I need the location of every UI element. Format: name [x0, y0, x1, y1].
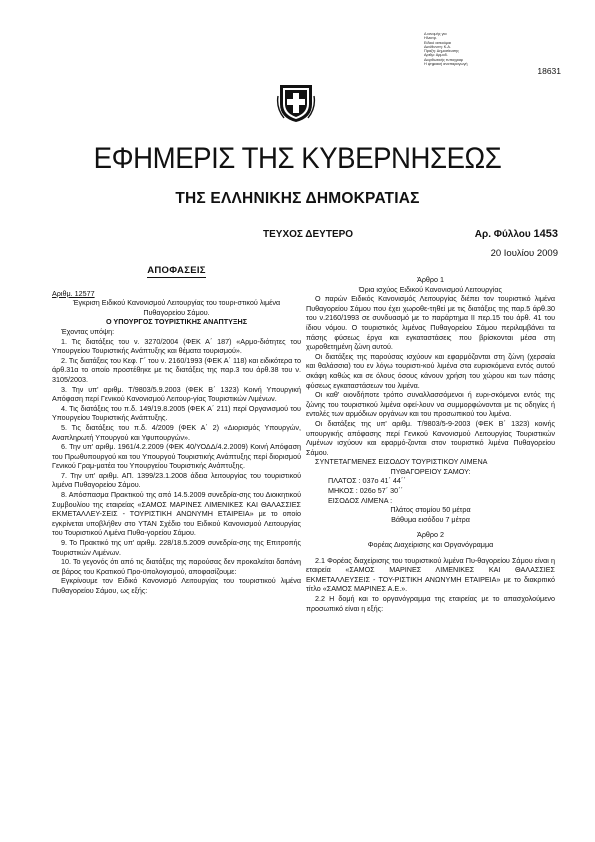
- considering-item: 10. Το γεγονός ότι από τις διατάξεις της παρούσας δεν προκαλείται δαπάνη σε βάρος του Κρατικού Προ-ϋπολογισμού, αποφασίζουμε:: [52, 557, 301, 576]
- gazette-title: ΕΦΗΜΕΡΙΣ ΤΗΣ ΚΥΒΕΡΝΗΣΕΩΣ: [93, 142, 502, 175]
- sheet-number: [475, 228, 558, 240]
- entrance-width: Πλάτος στομίου 50 μέτρα: [390, 505, 471, 515]
- considering-item: 3. Την υπ' αριθμ. Τ/9803/5.9.2003 (ΦΕΚ Β΄ 1323) Κοινή Υπουργική Απόφαση περί Γενικού Κανονισμού Λειτουρ-γίας Τουριστικών Λιμένων.: [52, 384, 301, 404]
- considering-item: 5. Τις διατάξεις του π.δ. 4/2009 (ΦΕΚ Α΄ 2) «Διορισμός Υπουργών, Αναπληρωτή Υπουργού και Υφυπουργών».: [52, 422, 301, 442]
- article-2-paragraph: 2.2 Η δομή και το οργανόγραμμα της εταιρείας με το απασχολούμενο προσωπικό είναι η εξής:: [306, 594, 555, 613]
- issue-date: 20 Ιουλίου 2009: [490, 248, 558, 259]
- article-1-paragraph: Οι διατάξεις της υπ' αριθμ. Τ/9803/5-9-2003 (ΦΕΚ Β΄ 1323) κοινής υπουργικής απόφασης περί Γενικού Κανονισμού Λειτουργίας Τουριστικών Λιμένων ισχύουν και εφαρμό-ζονται στον τουριστικό λιμένα Πυθαγορείου Σάμου.: [306, 418, 555, 457]
- gazette-subtitle: ΤΗΣ ΕΛΛΗΝΙΚΗΣ ΔΗΜΟΚΡΑΤΙΑΣ: [175, 190, 420, 207]
- stamp-line: Ηλεκτρ.: [424, 36, 437, 41]
- stamp-line: Δ ιανομής για: [424, 32, 447, 36]
- page-number: 18631: [537, 66, 561, 76]
- considering-item: 1. Τις διατάξεις του ν. 3270/2004 (ΦΕΚ Α΄ 187) «Αρμο-διότητες του Υπουργείου Τουριστικής Ανάπτυξης και θέματα τουρισμού».: [52, 336, 301, 356]
- considering-item: 8. Απόσπασμα Πρακτικού της από 14.5.2009 συνεδρία-σης του Διοικητικού Συμβουλίου της εταιρείας «ΣΑΜΟΣ ΜΑΡΙΝΕΣ ΛΙΜΕΝΙΚΕΣ ΚΑΙ ΘΑΛΑΣΣΙΕΣ ΕΚΜΕΤΑΛΛΕΥ-ΣΕΙΣ - ΤΟΥΡΙΣΤΙΚΗ ΑΝΩΝΥΜΗ ΕΤΑΙΡΕΙΑ» με το οποίο εγκρίνεται υποβλήθεν στο ΥΤΑΝ Σχέδιο του Ειδικού Κανονισμού Λειτουργίας του Τουριστικού Λιμένα Πυθα-γορείου Σάμου.: [52, 490, 301, 538]
- coordinate-line: ΠΛΑΤΟΣ : 037ο 41΄ 44΄΄: [328, 476, 406, 486]
- considering-item: 9. Το Πρακτικό της υπ' αριθμ. 228/18.5.2009 συνεδρία-σης της Επιτροπής Τουριστικών Λιμένων.: [52, 538, 301, 557]
- entrance-depth: Βάθυμα εισόδου 7 μέτρα: [391, 514, 470, 524]
- article-2-subtitle: Φορέας Διαχείρισης και Οργανόγραμμα: [367, 540, 494, 550]
- greek-coat-of-arms-icon: [276, 82, 316, 124]
- article-2-paragraph: 2.1 Φορέας διαχείρισης του τουριστικού λιμένα Πυ-θαγορείου Σάμου είναι η εταιρεία «ΣΑΜΟΣ ΜΑΡΙΝΕΣ ΛΙΜΕΝΙΚΕΣ ΚΑΙ ΘΑΛΑΣΣΙΕΣ ΕΚΜΕΤΑΛΛΕΥΣΕΙΣ - ΤΟΥ-ΡΙΣΤΙΚΗ ΑΝΩΝΥΜΗ ΕΤΑΙΡΕΙΑ» με το διακριτικό τίτλο «ΣΑΜΟΣ ΜΑΡΙΝΕΣ Α.Ε.».: [306, 555, 555, 594]
- authority-heading: Ο ΥΠΟΥΡΓΟΣ ΤΟΥΡΙΣΤΙΚΗΣ ΑΝΑΠΤΥΞΗΣ: [105, 317, 248, 327]
- right-column: [306, 275, 555, 613]
- coordinate-line: ΜΗΚΟΣ : 026ο 57΄ 30΄΄: [328, 486, 403, 496]
- issue-label: ΤΕΥΧΟΣ ΔΕΥΤΕΡΟ: [263, 229, 354, 240]
- sheet-label: Αρ. Φύλλου: [474, 229, 531, 240]
- considering-item: 2. Τις διατάξεις του Κεφ. Γ΄ του ν. 2160/1993 (ΦΕΚ Α΄ 118) και ειδικότερα το άρθ.31α το οποίο προστέθηκε με τις διατάξεις της παρ.3 του άρθ.38 του ν. 3105/2003.: [52, 355, 301, 384]
- considering-item: 6. Την υπ' αριθμ. 1961/4.2.2009 (ΦΕΚ 40/ΥΟΔΔ/4.2.2009) Κοινή Απόφαση του Πρωθυπουργού και του Υπουργού Τουριστικής Ανάπτυξης περί διορισμού Γενικού Γραμ-ματέα του Υπουργείου Τουριστικής Ανάπτυξης.: [52, 442, 301, 471]
- sheet-number-value: 1453: [533, 228, 558, 240]
- considering-line: Έχοντας υπόψη:: [61, 326, 115, 336]
- article-1-paragraph: Οι καθ' οιονδήποτε τρόπο συναλλασσόμενοι ή ευρι-σκόμενοι εντός της ζώνης του τουριστικού λιμένα οφεί-λουν να συμμορφώνονται με τις οδηγίες ή εντολές των αρμόδιων οργάνων και του προσωπικού του λιμένα.: [306, 390, 555, 419]
- stamp-line: Διεύθυνση: Κ.Α.: [424, 44, 451, 49]
- coordinates-heading: ΣΥΝΤΕΤΑΓΜΕΝΕΣ ΕΙΣΟΔΟΥ ΤΟΥΡΙΣΤΙΚΟΥ ΛΙΜΕΝΑ: [315, 457, 488, 467]
- section-heading: ΑΠΟΦΑΣΕΙΣ: [147, 265, 206, 276]
- stamp-line: Διορθωτικής τυπογραφ: [424, 57, 463, 62]
- considering-item: 7. Την υπ' αριθμ. ΑΠ. 1399/23.1.2008 άδεια λειτουργίας του τουριστικού λιμένα Πυθαγορείου Σάμου.: [52, 470, 301, 490]
- distribution-stamp: [424, 32, 502, 66]
- considering-item: 4. Τις διατάξεις του π.δ. 149/19.8.2005 (ΦΕΚ Α΄ 211) περί Οργανισμού του Υπουργείου Τουριστικής Ανάπτυξης.: [52, 403, 301, 423]
- article-1-subtitle: Όρια ισχύος Ειδικού Κανονισμού Λειτουργίας: [359, 284, 502, 294]
- decision-number: Αριθμ. 12577: [52, 288, 95, 298]
- article-1-title: Άρθρο 1: [417, 275, 444, 284]
- left-column: [52, 266, 301, 596]
- stamp-line: Η ψηφιακή αναπαραγωγή: [424, 62, 468, 67]
- coordinate-line: ΕΙΣΟΔΟΣ ΛΙΜΕΝΑ :: [328, 495, 393, 505]
- article-1-paragraph: Ο παρών Ειδικός Κανονισμός Λειτουργίας διέπει τον τουριστικό λιμένα Πυθαγορείου Σάμου που έχει χωροθε-τηθεί με τις διατάξεις της παρ.5 άρθ.30 του ν.2160/1993 σε συνδυασμό με το παράρτημα ΙΙ περ.15 του άρθ. 41 του ίδιου νόμου. Ο τουριστικός λιμένας Πυθαγορείου Σάμου περιλαμβάνει τα πάσης φύσεως έργα και εγκαταστάσεις που βρίσκονται μέσα στη χωροθετημένη ζώνη αυτού.: [306, 294, 555, 352]
- article-1-paragraph: Οι διατάξεις της παρούσας ισχύουν και εφαρμόζονται στη ζώνη (χερσαία και θαλάσσια) του εν λόγω τουριστι-κού λιμένα στα ευρισκόμενα εντός αυτού σκάφη καθώς και σε όλους όσους κάνουν χρήση του χώρου και των πάσης φύσεως εγκαταστάσεων του λιμένα.: [306, 351, 555, 390]
- decision-title: Έγκριση Ειδικού Κανονισμού Λειτουργίας του τουρι-στικού λιμένα Πυθαγορείου Σάμου.: [72, 298, 281, 317]
- approval-statement: Εγκρίνουμε τον Ειδικό Κανονισμό Λειτουργίας του τουριστικού λιμένα Πυθαγορείου Σάμου, ως εξής:: [52, 576, 301, 595]
- article-2-title: Άρθρο 2: [417, 530, 444, 540]
- stamp-line: Πραξη: Δημοσίευσης: [424, 49, 459, 54]
- coordinates-heading-2: ΠΥΘΑΓΟΡΕΙΟΥ ΣΑΜΟΥ:: [390, 466, 471, 476]
- stamp-line: Αριθμ: Αρμοδ.: [424, 53, 448, 58]
- stamp-line: Ειδικό ασκούμαι: [424, 40, 452, 45]
